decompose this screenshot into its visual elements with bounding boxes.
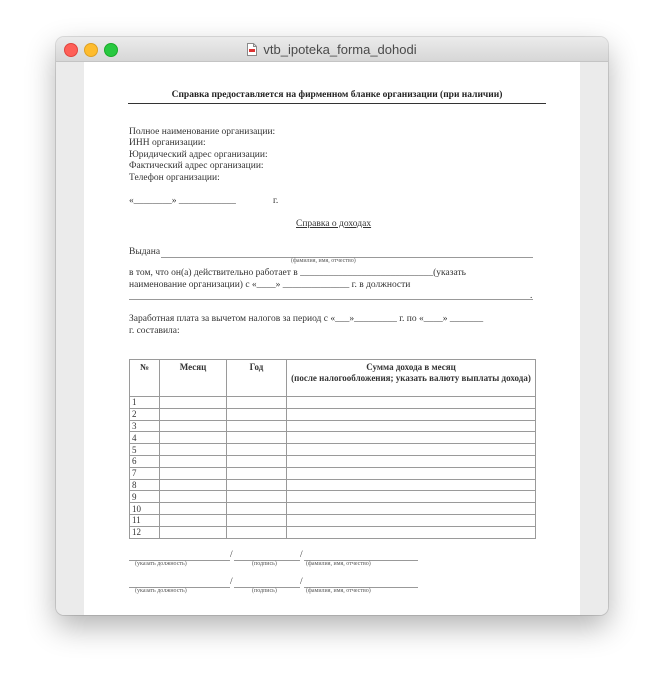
signature1-fio-hint: (фамилия, имя, отчество) xyxy=(306,561,371,567)
signature1-slash-1: / xyxy=(230,550,233,560)
number-cell: 1 xyxy=(130,397,160,409)
signature1-slash-2: / xyxy=(300,550,303,560)
column-year: Год xyxy=(227,360,287,397)
amount-cell xyxy=(287,432,536,444)
table-row xyxy=(130,514,536,526)
table-row xyxy=(130,491,536,503)
salary-statement-line2: г. составила: xyxy=(129,326,180,336)
signature2-position-hint: (указать должность) xyxy=(135,588,187,594)
year-cell xyxy=(227,432,287,444)
org-actual-address-label: Фактический адрес организации: xyxy=(129,161,264,171)
month-cell xyxy=(160,408,227,420)
number-cell: 7 xyxy=(130,467,160,479)
year-cell xyxy=(227,397,287,409)
signature2-sign-hint: (подпись) xyxy=(252,588,277,594)
column-amount xyxy=(287,360,536,397)
table-row xyxy=(130,526,536,538)
amount-cell xyxy=(287,503,536,515)
income-table-header xyxy=(130,360,536,397)
number-cell: 3 xyxy=(130,420,160,432)
window-title-group xyxy=(56,37,608,61)
year-cell xyxy=(227,408,287,420)
month-cell xyxy=(160,503,227,515)
table-row xyxy=(130,479,536,491)
year-cell xyxy=(227,514,287,526)
org-full-name-label: Полное наименование организации: xyxy=(129,127,276,137)
column-amount-label: Сумма дохода в месяц (после налогообложения; указать валюту выплаты дохода) xyxy=(291,362,531,383)
year-cell xyxy=(227,467,287,479)
year-cell xyxy=(227,526,287,538)
pdf-preview-window xyxy=(56,37,608,615)
amount-cell xyxy=(287,479,536,491)
salary-statement-line1: Заработная плата за вычетом налогов за период с «___»_________ г. по «____» _______ xyxy=(129,314,484,324)
title-bar xyxy=(56,37,608,62)
table-row xyxy=(130,432,536,444)
column-month: Месяц xyxy=(160,360,227,397)
document-title: Справка о доходах xyxy=(296,219,372,229)
number-cell: 2 xyxy=(130,408,160,420)
amount-cell xyxy=(287,455,536,467)
column-number: № xyxy=(130,360,160,397)
number-cell: 5 xyxy=(130,444,160,456)
amount-cell xyxy=(287,444,536,456)
number-cell: 8 xyxy=(130,479,160,491)
works-statement-line2: наименование организации) с «____» ______________ г. в должности xyxy=(129,280,411,290)
year-cell xyxy=(227,455,287,467)
table-row xyxy=(130,455,536,467)
number-cell: 12 xyxy=(130,526,160,538)
month-cell xyxy=(160,455,227,467)
window-title: vtb_ipoteka_forma_dohodi xyxy=(263,41,417,57)
amount-cell xyxy=(287,491,536,503)
month-cell xyxy=(160,514,227,526)
letterhead-note: Справка предоставляется на фирменном бланке организации (при наличии) xyxy=(171,90,503,100)
table-row xyxy=(130,420,536,432)
pdf-document-icon xyxy=(247,43,257,56)
signature2-slash-2: / xyxy=(300,577,303,587)
signature1-position-hint: (указать должность) xyxy=(135,561,187,567)
number-cell: 6 xyxy=(130,455,160,467)
number-cell: 11 xyxy=(130,514,160,526)
income-table-body xyxy=(130,397,536,539)
number-cell: 9 xyxy=(130,491,160,503)
table-row xyxy=(130,444,536,456)
year-cell xyxy=(227,479,287,491)
amount-cell xyxy=(287,420,536,432)
income-table xyxy=(129,359,536,539)
month-cell xyxy=(160,467,227,479)
month-cell xyxy=(160,479,227,491)
month-cell xyxy=(160,397,227,409)
year-cell xyxy=(227,444,287,456)
month-cell xyxy=(160,491,227,503)
amount-cell xyxy=(287,408,536,420)
works-statement-line1: в том, что он(а) действительно работает в ____________________________(указать xyxy=(129,268,466,278)
year-cell xyxy=(227,503,287,515)
amount-cell xyxy=(287,467,536,479)
year-cell xyxy=(227,420,287,432)
year-cell xyxy=(227,491,287,503)
amount-cell xyxy=(287,397,536,409)
signature1-sign-hint: (подпись) xyxy=(252,561,277,567)
month-cell xyxy=(160,444,227,456)
table-row xyxy=(130,467,536,479)
date-line: «________» ____________ xyxy=(129,196,236,206)
month-cell xyxy=(160,526,227,538)
org-phone-label: Телефон организации: xyxy=(129,173,220,183)
table-row xyxy=(130,503,536,515)
number-cell: 4 xyxy=(130,432,160,444)
table-row xyxy=(130,397,536,409)
signature2-fio-hint: (фамилия, имя, отчество) xyxy=(306,588,371,594)
issued-to-fio-hint: (фамилия, имя, отчество) xyxy=(291,258,356,264)
document-page xyxy=(84,62,580,615)
month-cell xyxy=(160,420,227,432)
number-cell: 10 xyxy=(130,503,160,515)
position-line-end: . xyxy=(530,291,533,301)
signature2-slash-1: / xyxy=(230,577,233,587)
table-row xyxy=(130,408,536,420)
header-rule xyxy=(128,103,546,104)
date-year-suffix: г. xyxy=(273,196,279,206)
amount-cell xyxy=(287,526,536,538)
issued-to-label: Выдана xyxy=(129,247,161,257)
amount-cell xyxy=(287,514,536,526)
org-legal-address-label: Юридический адрес организации: xyxy=(129,150,268,160)
position-line xyxy=(129,299,533,300)
document-viewer[interactable] xyxy=(56,62,608,615)
org-inn-label: ИНН организации: xyxy=(129,138,206,148)
month-cell xyxy=(160,432,227,444)
